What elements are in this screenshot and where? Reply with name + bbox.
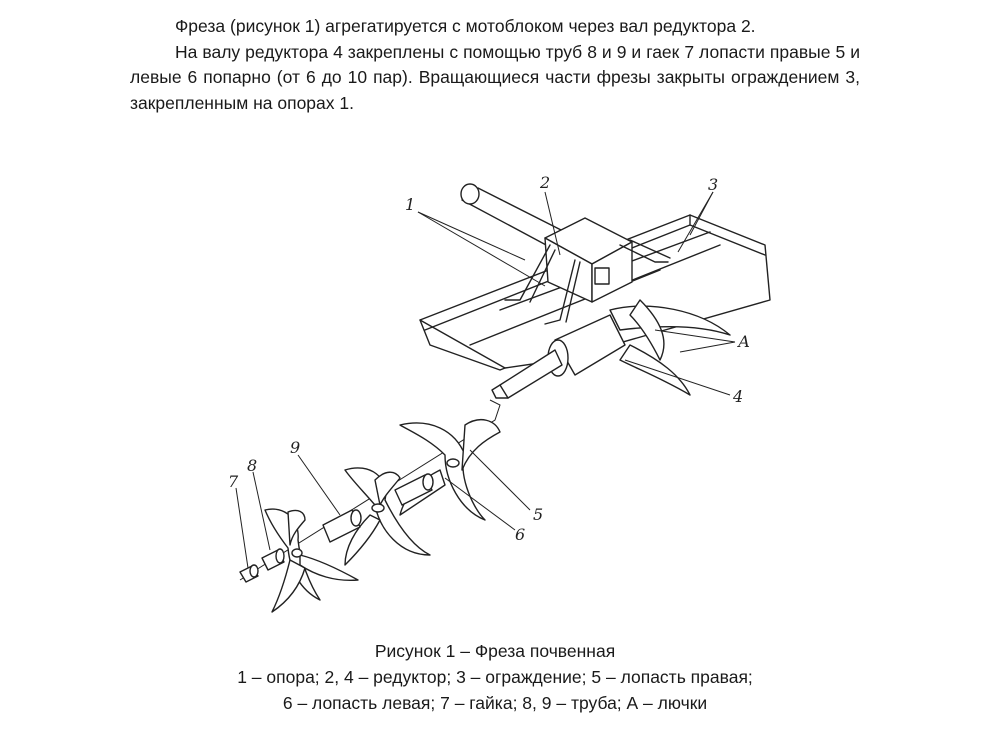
label-5: 5	[533, 505, 544, 524]
label-6: 6	[515, 525, 526, 544]
tiller-drawing	[0, 160, 990, 630]
caption-title: Рисунок 1 – Фреза почвенная	[374, 641, 616, 661]
label-1: 1	[405, 195, 416, 214]
caption-legend-line-1: 1 – опора; 2, 4 – редуктор; 3 – ограждение; 5 – лопасть правая;	[237, 667, 753, 687]
label-3: 3	[708, 175, 719, 194]
label-2: 2	[540, 173, 551, 192]
tube-8	[262, 549, 284, 570]
nut-7	[240, 565, 258, 582]
label-4: 4	[733, 387, 744, 406]
paragraph-2: На валу редуктора 4 закреплены с помощью труб 8 и 9 и гаек 7 лопасти правые 5 и левые 6 попарно (от 6 до 10 пар). Вращающиеся части фрезы закрыты ограждением 3, закрепленным на опорах 1.	[130, 41, 860, 113]
label-8: 8	[247, 456, 258, 475]
paragraph-1: Фреза (рисунок 1) агрегатируется с мотоблоком через вал редуктора 2.	[175, 16, 756, 36]
label-9: 9	[290, 438, 301, 457]
document-text	[130, 14, 860, 116]
caption-legend-line-2: 6 – лопасть левая; 7 – гайка; 8, 9 – труба; А – лючки	[282, 693, 708, 713]
label-7: 7	[228, 472, 239, 491]
label-A: А	[738, 332, 751, 351]
tiller-exploded-view	[0, 160, 990, 630]
figure-caption	[0, 638, 990, 716]
